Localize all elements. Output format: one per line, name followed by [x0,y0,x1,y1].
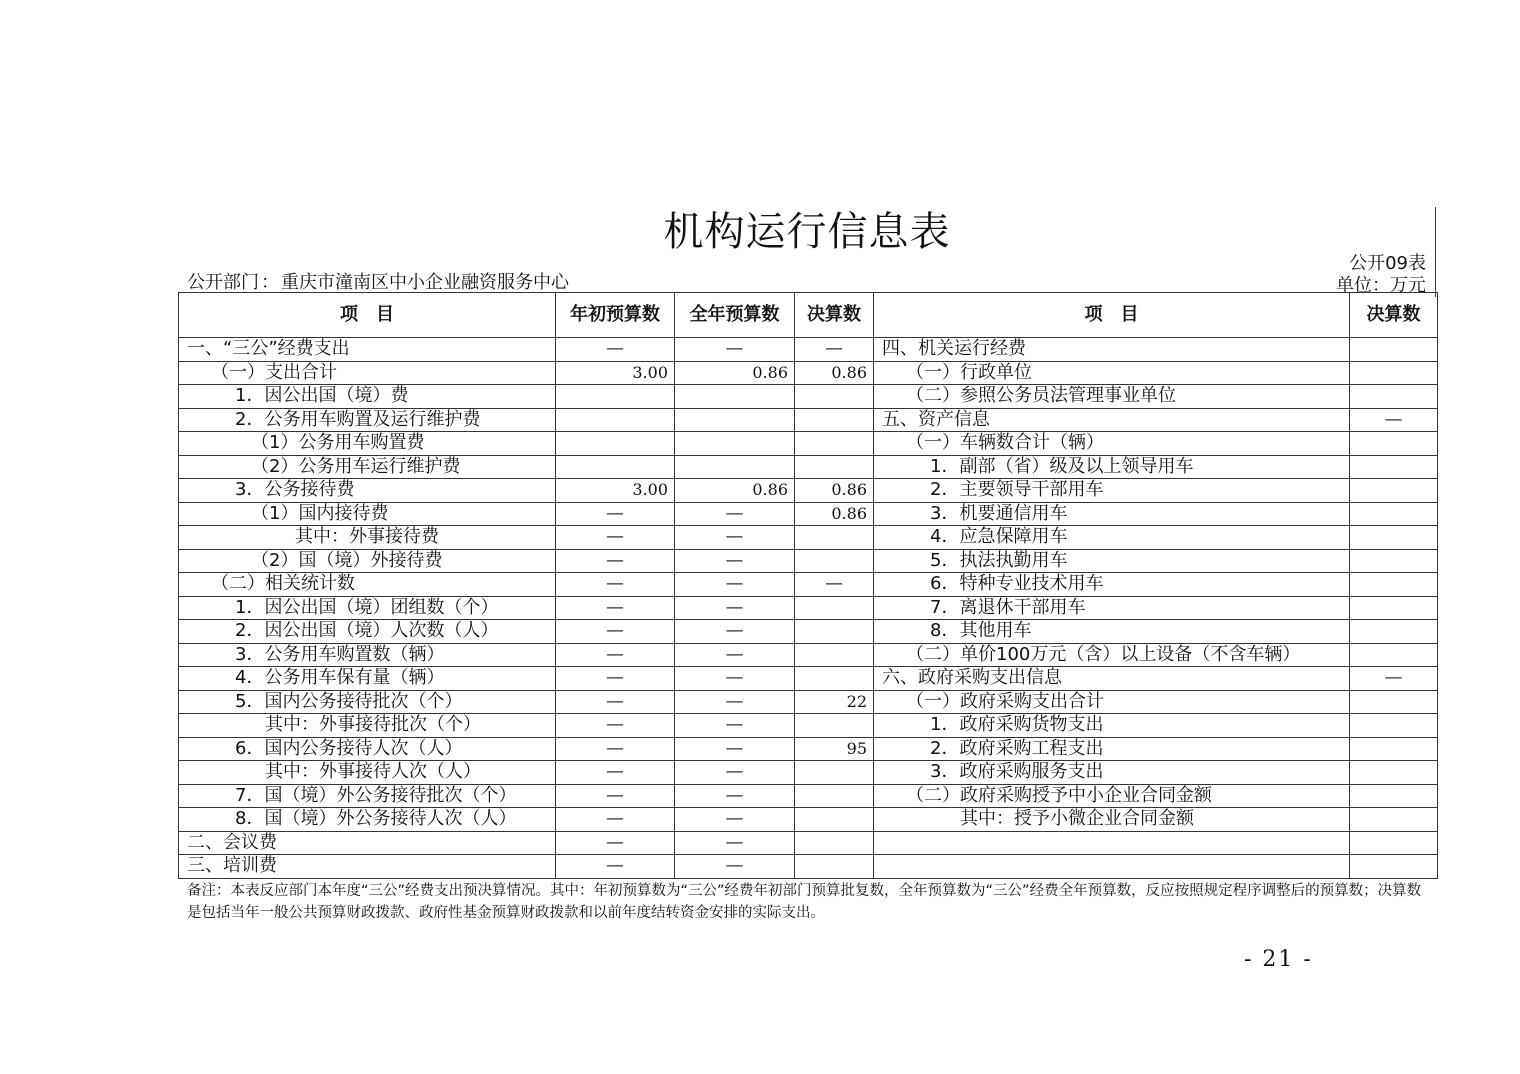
right-final-accounts-cell [1350,432,1438,456]
right-item-label: 2．主要领导干部用车 [874,479,1350,503]
left-item-label: 5．国内公务接待批次（个） [179,690,556,714]
full-year-budget-cell: 0.86 [675,479,795,503]
full-year-budget-cell: — [675,573,795,597]
final-accounts-cell: 95 [795,737,874,761]
full-year-budget-cell: — [675,620,795,644]
table-header-row [179,293,1438,338]
left-item-label: （2）公务用车运行维护费 [179,455,556,479]
initial-budget-cell: — [556,526,675,550]
right-final-accounts-cell [1350,620,1438,644]
header-initial-budget: 年初预算数 [556,293,675,338]
left-item-label: 二、会议费 [179,831,556,855]
left-item-label: 4．公务用车保有量（辆） [179,667,556,691]
table-row [179,549,1438,573]
table-row [179,432,1438,456]
right-final-accounts-cell [1350,784,1438,808]
right-item-label: （二）单价100万元（含）以上设备（不含车辆） [874,643,1350,667]
right-final-accounts-cell [1350,643,1438,667]
final-accounts-cell [795,455,874,479]
right-final-accounts-cell [1350,831,1438,855]
final-accounts-cell [795,714,874,738]
right-item-label [874,831,1350,855]
right-item-label: 6．特种专业技术用车 [874,573,1350,597]
full-year-budget-cell: — [675,761,795,785]
table-row [179,690,1438,714]
full-year-budget-cell [675,385,795,409]
initial-budget-cell: — [556,667,675,691]
footnote: 备注：本表反应部门本年度“三公”经费支出预决算情况。其中：年初预算数为“三公”经费年初部门预算批复数，全年预算数为“三公”经费全年预算数，反应按照规定程序调整后的预算数；决算数是包括当年一般公共预算财政拨款、政府性基金预算财政拨款和以前年度结转资金安排的实际支出。 [187,883,1422,921]
right-final-accounts-cell [1350,855,1438,879]
right-final-accounts-cell [1350,690,1438,714]
full-year-budget-cell [675,408,795,432]
right-final-accounts-cell [1350,714,1438,738]
final-accounts-cell [795,643,874,667]
header-full-year-budget: 全年预算数 [675,293,795,338]
table-row [179,479,1438,503]
full-year-budget-cell [675,432,795,456]
full-year-budget-cell: — [675,737,795,761]
right-final-accounts-cell [1350,596,1438,620]
initial-budget-cell: — [556,573,675,597]
left-item-label: （1）公务用车购置费 [179,432,556,456]
page-number: - 21 - [1244,947,1313,972]
right-item-label: 3．机要通信用车 [874,502,1350,526]
table-row [179,784,1438,808]
right-final-accounts-cell [1350,479,1438,503]
left-item-label: 一、“三公”经费支出 [179,338,556,362]
left-item-label: 8．国（境）外公务接待人次（人） [179,808,556,832]
page-title: 机构运行信息表 [663,209,951,255]
full-year-budget-cell: — [675,549,795,573]
table-row [179,455,1438,479]
right-final-accounts-cell [1350,526,1438,550]
table-row [179,596,1438,620]
initial-budget-cell: — [556,596,675,620]
table-row [179,714,1438,738]
right-item-label: 5．执法执勤用车 [874,549,1350,573]
final-accounts-cell: — [795,573,874,597]
left-item-label: 7．国（境）外公务接待批次（个） [179,784,556,808]
right-item-label: （一）行政单位 [874,361,1350,385]
right-item-label: 3．政府采购服务支出 [874,761,1350,785]
full-year-budget-cell: — [675,667,795,691]
header-final-accounts-right: 决算数 [1350,293,1438,338]
right-item-label: 2．政府采购工程支出 [874,737,1350,761]
right-final-accounts-cell: — [1350,667,1438,691]
initial-budget-cell: — [556,737,675,761]
full-year-budget-cell: — [675,643,795,667]
left-item-label: 其中：外事接待费 [179,526,556,550]
left-item-label: 6．国内公务接待人次（人） [179,737,556,761]
right-item-label: 1．副部（省）级及以上领导用车 [874,455,1350,479]
right-final-accounts-cell [1350,361,1438,385]
full-year-budget-cell: — [675,596,795,620]
final-accounts-cell [795,596,874,620]
right-final-accounts-cell [1350,573,1438,597]
initial-budget-cell: — [556,831,675,855]
right-final-accounts-cell: — [1350,408,1438,432]
left-item-label: 1．因公出国（境）费 [179,385,556,409]
right-item-label: （一）车辆数合计（辆） [874,432,1350,456]
final-accounts-cell [795,784,874,808]
right-final-accounts-cell [1350,455,1438,479]
left-item-label: 三、培训费 [179,855,556,879]
full-year-budget-cell: — [675,831,795,855]
table-row [179,502,1438,526]
header-item-right: 项 目 [874,293,1350,338]
final-accounts-cell: 0.86 [795,479,874,503]
left-item-label: （2）国（境）外接待费 [179,549,556,573]
final-accounts-cell: 0.86 [795,361,874,385]
initial-budget-cell: — [556,502,675,526]
final-accounts-cell: — [795,338,874,362]
full-year-budget-cell: — [675,714,795,738]
final-accounts-cell: 0.86 [795,502,874,526]
initial-budget-cell: — [556,714,675,738]
right-item-label: （一）政府采购支出合计 [874,690,1350,714]
right-item-label [874,855,1350,879]
initial-budget-cell: 3.00 [556,479,675,503]
left-item-label: 3．公务接待费 [179,479,556,503]
full-year-budget-cell [675,455,795,479]
initial-budget-cell: 3.00 [556,361,675,385]
final-accounts-cell [795,855,874,879]
full-year-budget-cell: — [675,808,795,832]
department-separator: ： [261,272,279,293]
right-item-label: （二）参照公务员法管理事业单位 [874,385,1350,409]
right-item-label: 8．其他用车 [874,620,1350,644]
right-final-accounts-cell [1350,808,1438,832]
header-final-accounts: 决算数 [795,293,874,338]
table-row [179,761,1438,785]
right-item-label: （二）政府采购授予中小企业合同金额 [874,784,1350,808]
table-row [179,737,1438,761]
initial-budget-cell [556,408,675,432]
right-final-accounts-cell [1350,502,1438,526]
table-row [179,855,1438,879]
right-final-accounts-cell [1350,385,1438,409]
final-accounts-cell: 22 [795,690,874,714]
initial-budget-cell [556,432,675,456]
left-item-label: （一）支出合计 [179,361,556,385]
table-row [179,361,1438,385]
left-item-label: 其中：外事接待人次（人） [179,761,556,785]
right-final-accounts-cell [1350,338,1438,362]
left-item-label: 1．因公出国（境）团组数（个） [179,596,556,620]
final-accounts-cell [795,526,874,550]
initial-budget-cell: — [556,338,675,362]
table-row [179,408,1438,432]
final-accounts-cell [795,432,874,456]
right-item-label: 五、资产信息 [874,408,1350,432]
header-item-left: 项 目 [179,293,556,338]
initial-budget-cell: — [556,643,675,667]
full-year-budget-cell: 0.86 [675,361,795,385]
right-item-label: 4．应急保障用车 [874,526,1350,550]
initial-budget-cell: — [556,620,675,644]
initial-budget-cell: — [556,690,675,714]
final-accounts-cell [795,831,874,855]
full-year-budget-cell: — [675,855,795,879]
department-name: 重庆市潼南区中小企业融资服务中心 [281,272,569,293]
full-year-budget-cell: — [675,526,795,550]
final-accounts-cell [795,620,874,644]
final-accounts-cell [795,808,874,832]
left-item-label: （二）相关统计数 [179,573,556,597]
info-table [178,292,1438,879]
full-year-budget-cell: — [675,784,795,808]
right-final-accounts-cell [1350,549,1438,573]
right-final-accounts-cell [1350,761,1438,785]
table-row [179,667,1438,691]
final-accounts-cell [795,385,874,409]
right-item-label: 7．离退休干部用车 [874,596,1350,620]
left-item-label: （1）国内接待费 [179,502,556,526]
right-item-label: 其中：授予小微企业合同金额 [874,808,1350,832]
full-year-budget-cell: — [675,690,795,714]
table-row [179,526,1438,550]
right-item-label: 1．政府采购货物支出 [874,714,1350,738]
table-row [179,620,1438,644]
initial-budget-cell: — [556,855,675,879]
left-item-label: 3．公务用车购置数（辆） [179,643,556,667]
divider [1435,207,1436,297]
right-final-accounts-cell [1350,737,1438,761]
department-label: 公开部门 [187,272,259,293]
left-item-label: 2．因公出国（境）人次数（人） [179,620,556,644]
table-row [179,808,1438,832]
table-row [179,831,1438,855]
initial-budget-cell [556,455,675,479]
initial-budget-cell: — [556,784,675,808]
left-item-label: 2．公务用车购置及运行维护费 [179,408,556,432]
final-accounts-cell [795,667,874,691]
full-year-budget-cell: — [675,502,795,526]
initial-budget-cell: — [556,761,675,785]
table-row [179,643,1438,667]
full-year-budget-cell: — [675,338,795,362]
right-item-label: 六、政府采购支出信息 [874,667,1350,691]
final-accounts-cell [795,408,874,432]
department-line [187,268,569,294]
initial-budget-cell: — [556,549,675,573]
table-row [179,385,1438,409]
unit-label: 单位：万元 [1336,275,1426,296]
left-item-label: 其中：外事接待批次（个） [179,714,556,738]
initial-budget-cell [556,385,675,409]
form-code: 公开09表 [1349,253,1426,274]
table-row [179,338,1438,362]
table-row [179,573,1438,597]
final-accounts-cell [795,549,874,573]
right-item-label: 四、机关运行经费 [874,338,1350,362]
initial-budget-cell: — [556,808,675,832]
final-accounts-cell [795,761,874,785]
